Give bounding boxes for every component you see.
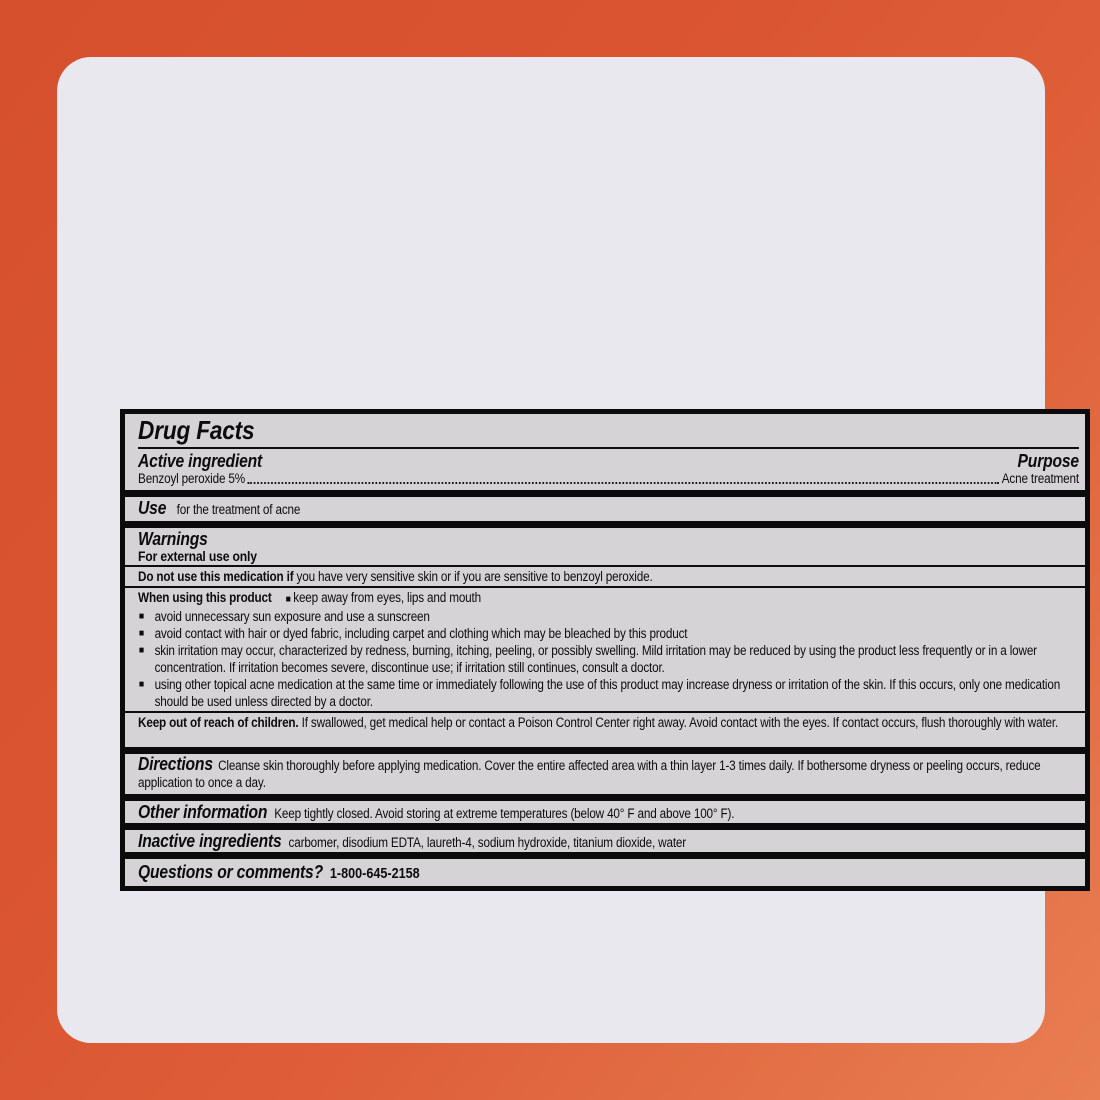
section-warnings xyxy=(125,528,1085,747)
warnings-divider xyxy=(125,565,1085,567)
inactive-ingredients-text: carbomer, disodium EDTA, laureth-4, sodium hydroxide, titanium dioxide, water xyxy=(288,835,687,850)
do-not-use-rest: you have very sensitive skin or if you are sensitive to benzoyl peroxide. xyxy=(296,569,653,584)
use-text: for the treatment of acne xyxy=(176,502,301,517)
section-other-information xyxy=(125,801,1085,823)
keep-out-bold: Keep out of reach of children. xyxy=(138,715,299,730)
keep-out-line xyxy=(138,714,1079,731)
section-active-ingredient xyxy=(125,414,1085,490)
directions-paragraph xyxy=(138,754,1079,791)
bullet-square-icon: ■ xyxy=(138,628,144,639)
warning-bullet xyxy=(138,676,1079,710)
section-questions xyxy=(125,859,1085,886)
bullet-square-icon: ■ xyxy=(285,594,291,605)
drug-facts-panel xyxy=(120,409,1090,891)
warnings-divider xyxy=(125,586,1085,588)
warning-bullet-text: avoid contact with hair or dyed fabric, including carpet and clothing which may be bleached by this product xyxy=(154,626,688,641)
other-information-text: Keep tightly closed. Avoid storing at extreme temperatures (below 40° F and above 100° F). xyxy=(274,806,735,821)
directions-heading: Directions xyxy=(138,754,213,774)
do-not-use-bold: Do not use this medication if xyxy=(138,569,294,584)
drug-facts-title: Drug Facts xyxy=(138,415,255,445)
warning-bullet-text: avoid unnecessary sun exposure and use a sunscreen xyxy=(154,609,430,624)
warning-bullet-text: using other topical acne medication at the same time or immediately following the use of this product may increase dryness or irritation of the skin. If this occurs, only one medication should be used unless directed by a doctor. xyxy=(154,677,1061,709)
directions-text: Cleanse skin thoroughly before applying medication. Cover the entire affected area with a thin layer 1-3 times daily. If bothersome dryness or peeling occurs, reduce application to once a day. xyxy=(138,758,1041,790)
ingredient-name: Benzoyl peroxide 5% xyxy=(138,471,246,486)
when-using-line xyxy=(138,589,1079,608)
warnings-divider xyxy=(125,711,1085,713)
use-heading: Use xyxy=(138,498,167,518)
section-directions xyxy=(125,754,1085,794)
bullet-square-icon: ■ xyxy=(138,679,144,690)
purpose-value: Acne treatment xyxy=(1001,471,1079,486)
active-ingredient-heading: Active ingredient xyxy=(138,451,263,471)
warning-bullet-text: skin irritation may occur, characterized by redness, burning, itching, peeling, or possibly swelling. Mild irritation may be reduced by using the product less frequently or in a lower concentration. If irritation becomes severe, discontinue use; if irritation still continues, consult a doctor. xyxy=(154,643,1037,675)
warnings-heading: Warnings xyxy=(138,529,208,549)
do-not-use-line xyxy=(138,568,1079,585)
other-information-heading: Other information xyxy=(138,802,268,822)
bullet-square-icon: ■ xyxy=(138,645,144,656)
label-card xyxy=(57,57,1079,1043)
purpose-heading: Purpose xyxy=(1017,451,1079,471)
inactive-ingredients-heading: Inactive ingredients xyxy=(138,831,282,851)
warning-bullet xyxy=(138,642,1079,676)
dotted-leader xyxy=(248,482,1000,484)
external-use-text: For external use only xyxy=(138,548,257,564)
questions-heading: Questions or comments? xyxy=(138,862,323,882)
title-divider xyxy=(138,447,1079,449)
section-use xyxy=(125,497,1085,521)
when-using-first-bullet: keep away from eyes, lips and mouth xyxy=(293,590,481,605)
bullet-square-icon: ■ xyxy=(138,611,144,622)
section-inactive-ingredients xyxy=(125,830,1085,852)
when-using-bold: When using this product xyxy=(138,590,272,605)
warning-bullet xyxy=(138,608,1079,625)
keep-out-rest: If swallowed, get medical help or contact a Poison Control Center right away. Avoid contact with the eyes. If contact occurs, flush thoroughly with water. xyxy=(301,715,1059,730)
warning-bullet xyxy=(138,625,1079,642)
phone-number: 1-800-645-2158 xyxy=(329,866,420,882)
